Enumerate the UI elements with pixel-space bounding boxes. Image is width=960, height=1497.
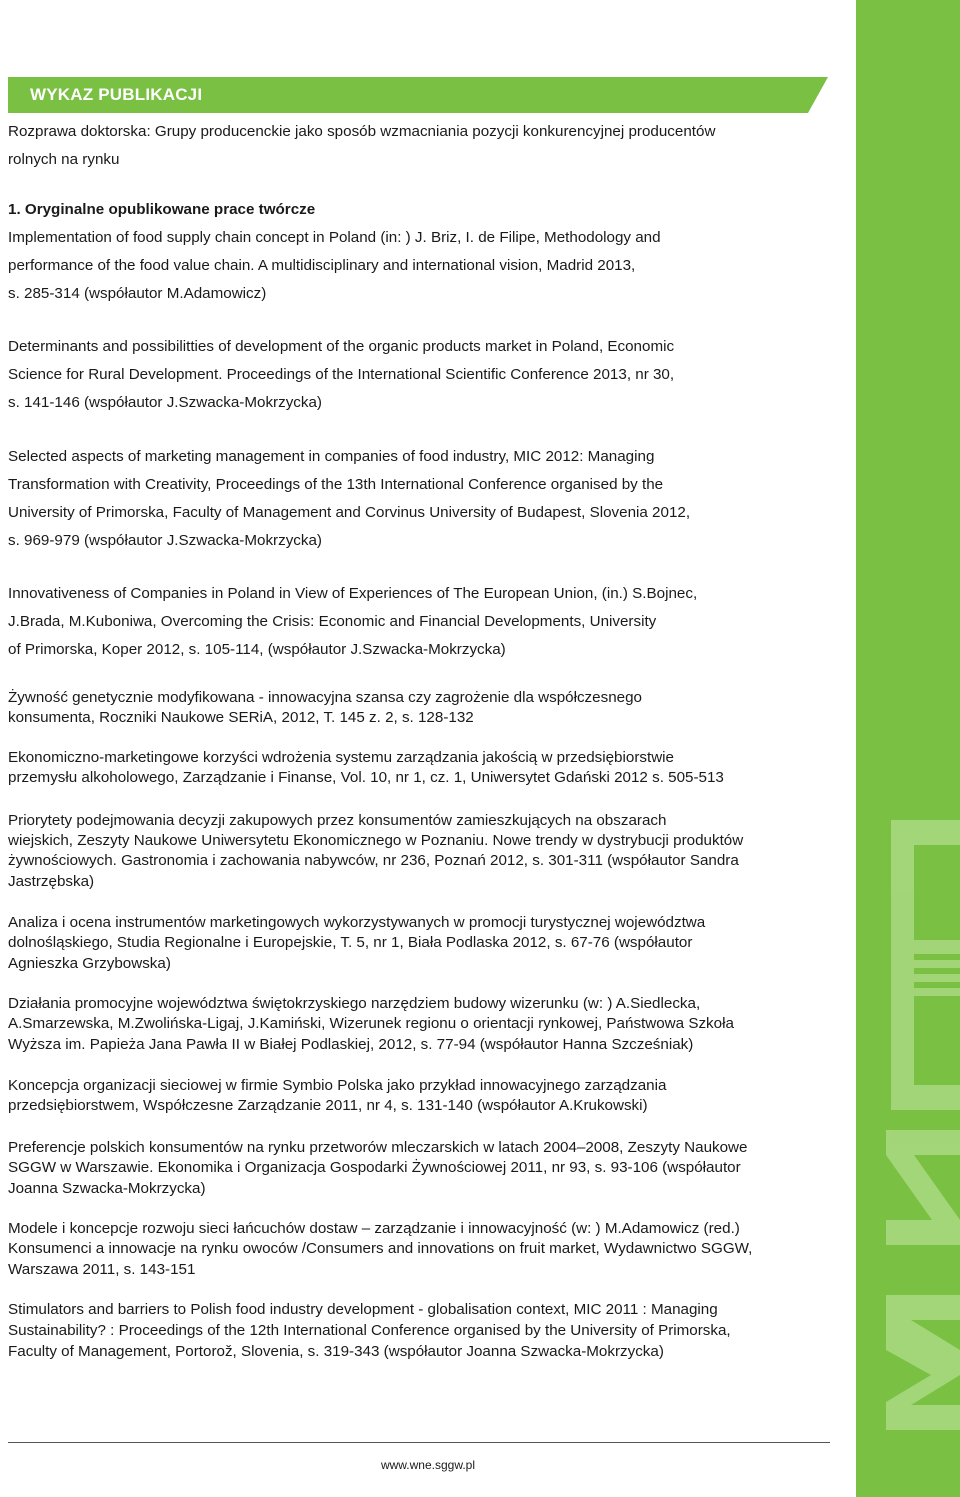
publication-line: Implementation of food supply chain concept in Poland (in: ) J. Briz, I. de Filipe, Methodology and [8,229,661,246]
publication-line: przemysłu alkoholowego, Zarządzanie i Finanse, Vol. 10, nr 1, cz. 1, Uniwersytet Gdański 2012 s. 505-513 [8,769,724,786]
dissertation-line-2: rolnych na rynku [8,151,120,168]
publication-line: wiejskich, Zeszyty Naukowe Uniwersytetu Ekonomicznego w Poznaniu. Nowe trendy w dystrybucji produktów [8,832,744,849]
publication-line: Priorytety podejmowania decyzji zakupowych przez konsumentów zamieszkujących na obszarach [8,812,667,829]
publication-line: dolnośląskiego, Studia Regionalne i Europejskie, T. 5, nr 1, Biała Podlaska 2012, s. 67-76 (współautor [8,934,693,951]
publication-line: żywnościowych. Gastronomia i zachowania nabywców, nr 236, Poznań 2012, s. 301-311 (współautor Sandra [8,852,739,869]
dissertation-line-1: Rozprawa doktorska: Grupy producenckie jako sposób wzmacniania pozycji konkurencyjnej producentów [8,123,716,140]
publication-line: Selected aspects of marketing management in companies of food industry, MIC 2012: Managing [8,448,655,465]
publication-line: Koncepcja organizacji sieciowej w firmie Symbio Polska jako przykład innowacyjnego zarządzania [8,1077,667,1094]
page-title: WYKAZ PUBLIKACJI [30,85,203,104]
publication-line: Wyższa im. Papieża Jana Pawła II w Białej Podlaskiej, 2012, s. 77-94 (współautor Hanna Szcześniak) [8,1036,694,1053]
publication-line: University of Primorska, Faculty of Management and Corvinus University of Budapest, Slovenia 2012, [8,504,691,521]
publication-line: Jastrzębska) [8,873,95,890]
publication-line: Preferencje polskich konsumentów na rynku przetworów mleczarskich w latach 2004–2008, Zeszyty Naukowe [8,1139,748,1156]
publication-line: A.Smarzewska, M.Zwolińska-Ligaj, J.Kamiński, Wizerunek regionu o orientacji rynkowej, Państwowa Szkoła [8,1015,734,1032]
section-heading: 1. Oryginalne opublikowane prace twórcze [8,201,316,218]
publication-line: of Primorska, Koper 2012, s. 105-114, (współautor J.Szwacka-Mokrzycka) [8,641,506,658]
publication-line: Transformation with Creativity, Proceedings of the 13th International Conference organised by the [8,476,664,493]
publication-line: Modele i koncepcje rozwoju sieci łańcuchów dostaw – zarządzanie i innowacyjność (w: ) M.Adamowicz (red.) [8,1220,740,1237]
section-header-bar [8,77,828,113]
publication-line: Determinants and possibilitties of development of the organic products market in Poland, Economic [8,338,675,355]
publication-line: J.Brada, M.Kuboniwa, Overcoming the Crisis: Economic and Financial Developments, University [8,613,657,630]
publication-line: SGGW w Warszawie. Ekonomika i Organizacja Gospodarki Żywnościowej 2011, nr 93, s. 93-106 (współautor [8,1159,741,1176]
publication-line: performance of the food value chain. A multidisciplinary and international vision, Madrid 2013, [8,257,636,274]
publication-line: Działania promocyjne województwa świętokrzyskiego narzędziem budowy wizerunku (w: ) A.Siedlecka, [8,995,701,1012]
publication-line: Konsumenci a innowacje na rynku owoców /Consumers and innovations on fruit market, Wydawnictwo SGGW, [8,1240,753,1257]
publication-line: Stimulators and barriers to Polish food industry development - globalisation context, MIC 2011 : Managing [8,1301,718,1318]
publication-line: Science for Rural Development. Proceedings of the International Scientific Conference 2013, nr 30, [8,366,675,383]
publication-line: Agnieszka Grzybowska) [8,955,171,972]
publication-line: Joanna Szwacka-Mokrzycka) [8,1180,206,1197]
publication-line: s. 141-146 (współautor J.Szwacka-Mokrzycka) [8,394,322,411]
footer-divider [8,1442,830,1443]
publication-line: Faculty of Management, Portorož, Slovenia, s. 319-343 (współautor Joanna Szwacka-Mokrzycka) [8,1343,664,1360]
publication-line: s. 285-314 (współautor M.Adamowicz) [8,285,267,302]
publication-line: konsumenta, Roczniki Naukowe SERiA, 2012, T. 145 z. 2, s. 128-132 [8,709,474,726]
publication-line: Sustainability? : Proceedings of the 12th International Conference organised by the University of Primorska, [8,1322,731,1339]
wne-logo [856,0,960,1497]
publication-line: s. 969-979 (współautor J.Szwacka-Mokrzycka) [8,532,322,549]
publication-line: przedsiębiorstwem, Współczesne Zarządzanie 2011, nr 4, s. 131-140 (współautor A.Krukowski) [8,1097,648,1114]
publication-line: Ekonomiczno-marketingowe korzyści wdrożenia systemu zarządzania jakością w przedsiębiorstwie [8,749,674,766]
brand-sidebar [856,0,960,1497]
publication-line: Żywność genetycznie modyfikowana - innowacyjna szansa czy zagrożenie dla współczesnego [8,689,642,706]
footer-website-link[interactable]: www.wne.sggw.pl [380,1458,476,1472]
publication-line: Warszawa 2011, s. 143-151 [8,1261,196,1278]
publication-line: Analiza i ocena instrumentów marketingowych wykorzystywanych w promocji turystycznej województwa [8,914,706,931]
publication-line: Innovativeness of Companies in Poland in View of Experiences of The European Union, (in.) S.Bojnec, [8,585,698,602]
